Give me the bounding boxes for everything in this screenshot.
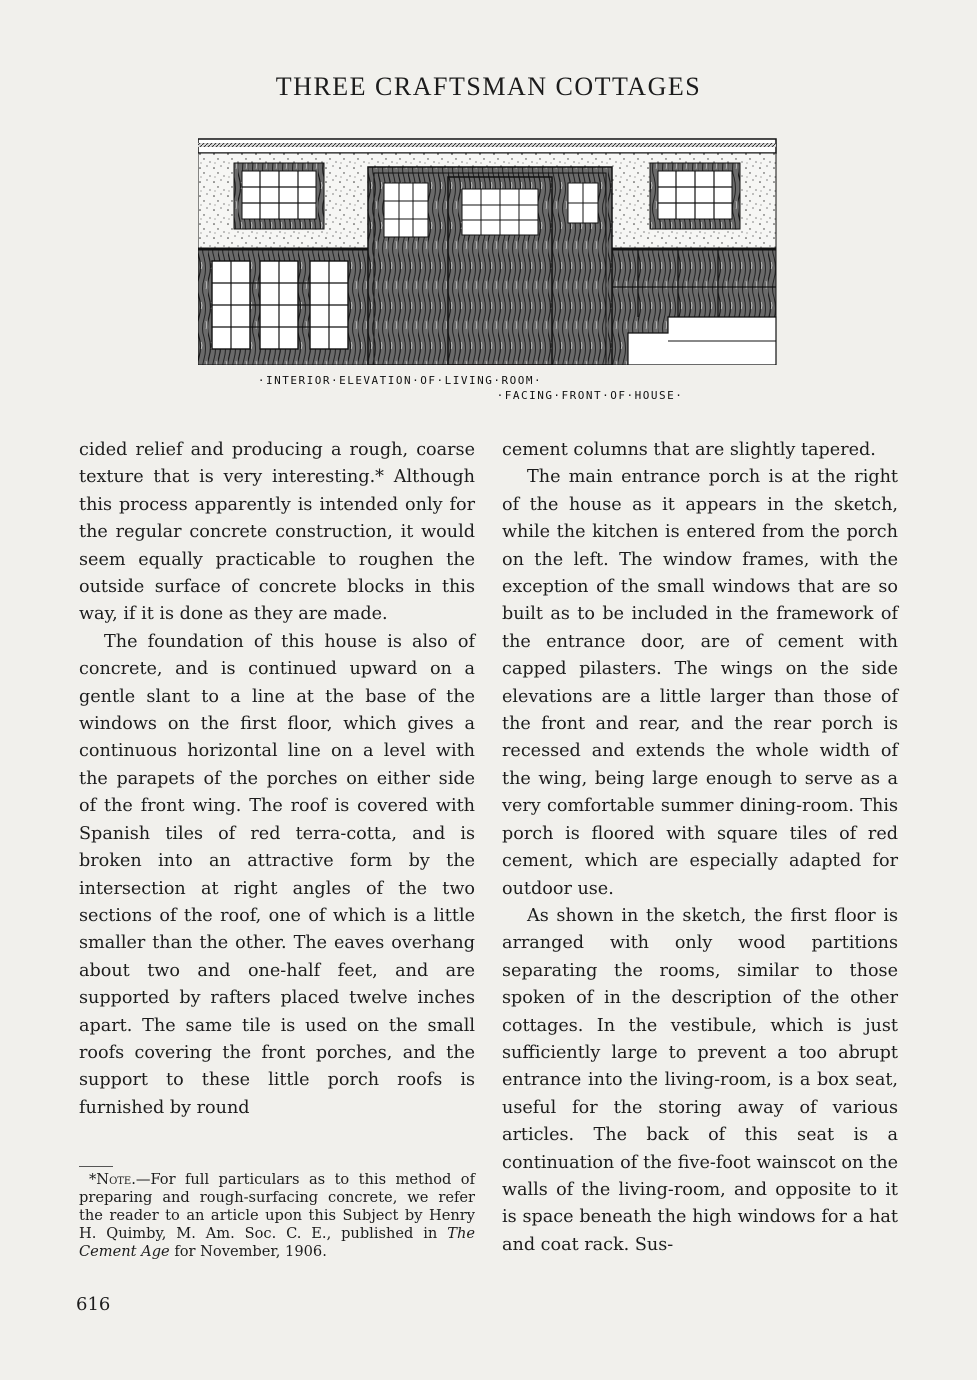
figure-caption-line1: ·INTERIOR·ELEVATION·OF·LIVING·ROOM·	[257, 374, 543, 387]
left-column	[79, 437, 475, 1122]
right-paragraph-1: cement columns that are slightly tapered.	[502, 440, 876, 460]
left-paragraph-1: cided relief and producing a rough, coarse texture that is very interesting.* Although this process apparently is intended only for the regular concrete construction, it would seem equally practicable to roughen the outside surface of concrete blocks in this way, if it is done as they are made.	[79, 440, 475, 625]
page-title: THREE CRAFTSMAN COTTAGES	[275, 72, 702, 101]
page-number: 616	[76, 1294, 111, 1315]
left-paragraph-2: The foundation of this house is also of concrete, and is continued upward on a gentle slant to a line at the base of the windows on the first floor, which gives a continuous horizontal line on a level with the parapets of the porches on either side of the front wing. The roof is covered with Spanish tiles of red terra-cotta, and is broken into an attractive form by the intersection at right angles of the two sections of the roof, one of which is a little smaller than the other. The eaves overhang about two and one-half feet, and are supported by rafters placed twelve inches apart. The same tile is used on the small roofs covering the front porches, and the support to these little porch roofs is furnished by round	[79, 631, 475, 1118]
footnote-text-after: for November, 1906.	[169, 1243, 327, 1260]
right-column	[502, 437, 898, 1259]
figure-caption-line2: ·FACING·FRONT·OF·HOUSE·	[496, 389, 684, 402]
footnote-text-before: —For full particulars as to this method of preparing and rough-surfacing concrete, we refer the reader to an article upon this Subject by Henry H. Quimby, M. Am. Soc. C. E., published in	[79, 1171, 475, 1242]
right-paragraph-2: The main entrance porch is at the right of the house as it appears in the sketch, while the kitchen is entered from the porch on the left. The window frames, with the exception of the small windows that are so built as to be included in the framework of the entrance door, are of cement with capped pilasters. The wings on the side elevations are a little larger than those of the front and rear, and the rear porch is recessed and extends the whole width of the wing, being large enough to serve as a very comfortable summer dining-room. This porch is floored with square tiles of red cement, which are especially adapted for outdoor use.	[502, 467, 898, 899]
right-paragraph-3: As shown in the sketch, the first floor is arranged with only wood partitions separating the rooms, similar to those spoken of in the description of the other cottages. In the vestibule, which is just sufficiently large to prevent a too abrupt entrance into the living-room, is a box seat, useful for the storing away of various articles. The back of this seat is a continuation of the five-foot wainscot on the walls of the living-room, and opposite to it is space beneath the high windows for a hat and coat rack. Sus-	[502, 905, 898, 1255]
interior-elevation-sketch	[198, 137, 778, 365]
footnote-label: *Note.	[89, 1171, 136, 1188]
footnote-journal: The Cement Age	[79, 1225, 475, 1260]
footnote	[79, 1171, 475, 1261]
footnote-divider	[79, 1166, 113, 1167]
